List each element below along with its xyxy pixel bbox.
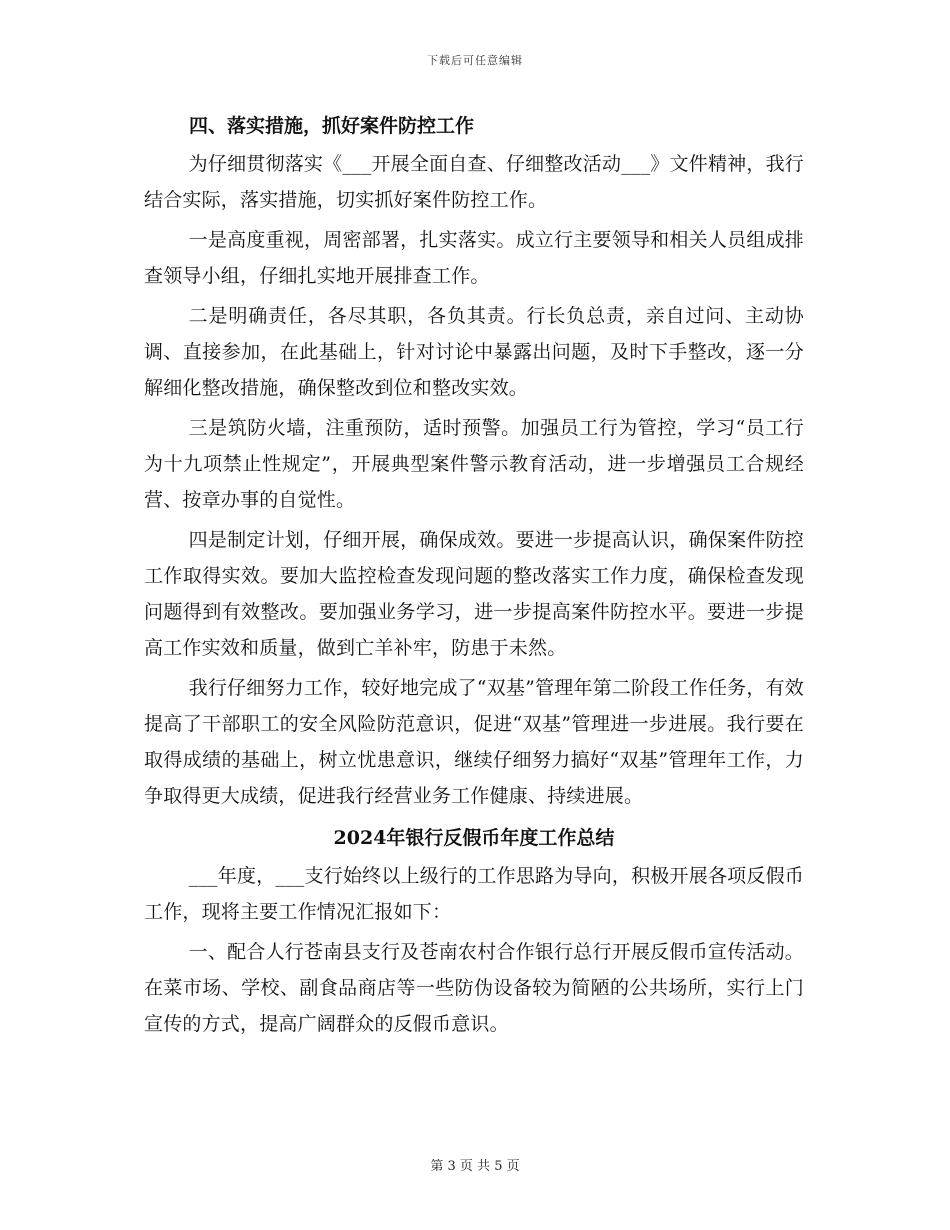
document-body <box>144 106 804 1046</box>
page-number: 第 3 页 共 5 页 <box>430 1159 520 1174</box>
paragraph: 一是高度重视，周密部署，扎实落实。成立行主要领导和相关人员组成排查领导小组，仔细扎实地开展排查工作。 <box>144 229 804 287</box>
paragraph: 一、配合人行苍南县支行及苍南农村合作银行总行开展反假币宣传活动。在菜市场、学校、副食品商店等一些防伪设备较为简陋的公共场所，实行上门宣传的方式，提高广阔群众的反假币意识。 <box>144 941 804 1035</box>
paragraph: 二是明确责任，各尽其职，各负其责。行长负总责，亲自过问、主动协调、直接参加，在此基础上，针对讨论中暴露出问题，及时下手整改，逐一分解细化整改措施，确保整改到位和整改实效。 <box>144 305 804 399</box>
paragraph: 我行仔细努力工作，较好地完成了“双基”管理年第二阶段工作任务，有效提高了干部职工的安全风险防范意识，促进“双基”管理进一步进展。我行要在取得成绩的基础上，树立忧患意识，继续仔细努力搞好“双基”管理年工作，力争取得更大成绩，促进我行经营业务工作健康、持续进展。 <box>144 677 804 807</box>
section-heading: 四、落实措施，抓好案件防控工作 <box>189 115 475 137</box>
page-header-note: 下载后可任意编辑 <box>427 54 523 67</box>
paragraph: ___年度，___支行始终以上级行的工作思路为导向，积极开展各项反假币工作，现将主要工作情况汇报如下： <box>144 865 804 923</box>
paragraph: 三是筑防火墙，注重预防，适时预警。加强员工行为管控，学习“员工行为十九项禁止性规定”，开展典型案件警示教育活动，进一步增强员工合规经营、按章办事的自觉性。 <box>144 417 804 511</box>
document-title: 2024年银行反假币年度工作总结 <box>333 827 615 849</box>
paragraph: 为仔细贯彻落实《___开展全面自查、仔细整改活动___》文件精神，我行结合实际，落实措施，切实抓好案件防控工作。 <box>144 153 804 211</box>
paragraph: 四是制定计划，仔细开展，确保成效。要进一步提高认识，确保案件防控工作取得实效。要加大监控检查发现问题的整改落实工作力度，确保检查发现问题得到有效整改。要加强业务学习，进一步提高案件防控水平。要进一步提高工作实效和质量，做到亡羊补牢，防患于未然。 <box>144 529 804 659</box>
